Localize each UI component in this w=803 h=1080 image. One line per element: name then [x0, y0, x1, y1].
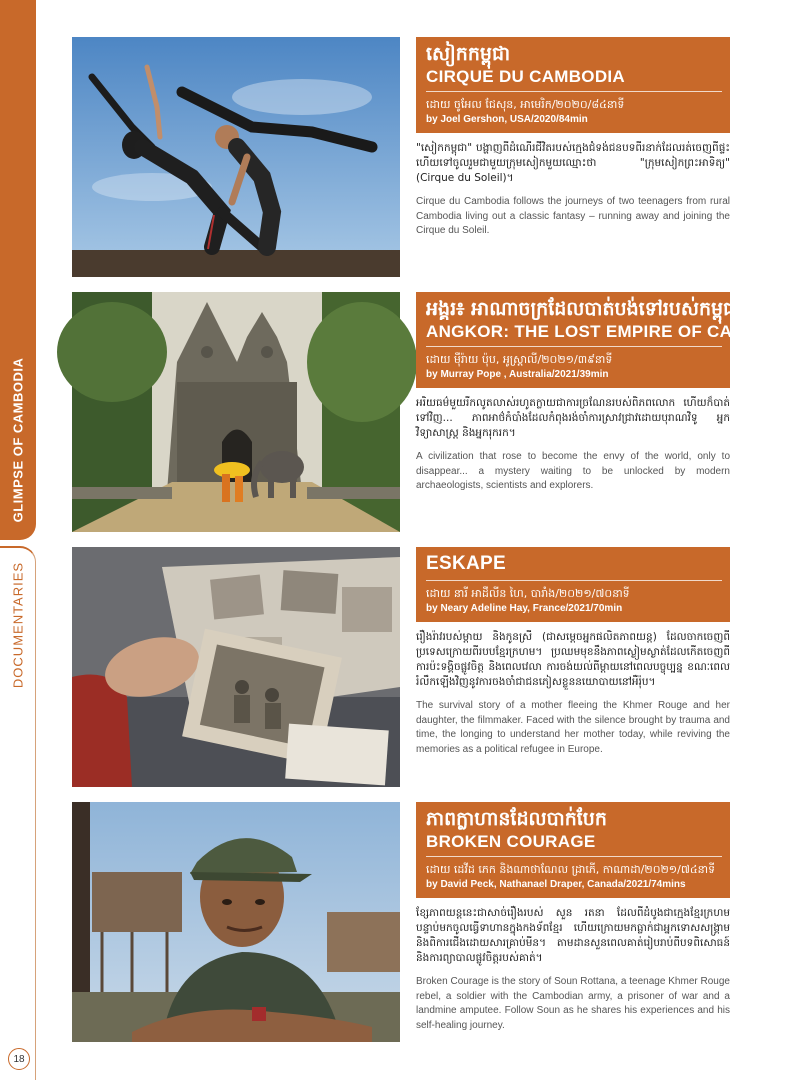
- film-title-khmer: សៀកកម្ពុជា: [426, 43, 511, 65]
- film-synopsis-english: The survival story of a mother fleeing the Khmer Rouge and her daughter, the filmmaker. Faced with the silence brought by trauma and time, the longing to understand her mother today, while reviving the memories as a political refugee in Europe.: [416, 700, 730, 755]
- film-synopsis-khmer: អរិយធម៌មួយរីកលូតលាស់រហូតក្លាយជាការច្រណែនរបស់ពិភពលោក ហើយក៏បាត់ទៅវិញ... ភាពអាថ៌កំបាំងដែលកំពុងរង់ចាំការស្រាវជ្រាវដោយបុរាណវិទូ អ្នកវិទ្យាសាស្ត្រ និងអ្នករុករក។: [416, 397, 730, 439]
- film-synopsis-khmer: "សៀកកម្ពុជា" បង្ហាញពីដំណើរជីវិតរបស់ក្មេងជំទង់ជនបទពីរនាក់ដែលរត់ចេញពីផ្ទះ ហើយទៅចូលរួមជាមួយក្រុមសៀកមួយឈ្មោះថា "ក្រុមសៀកព្រះអាទិត្យ" (Cirque du Soleil)។: [416, 142, 730, 184]
- film-title-box: [416, 802, 730, 898]
- film-title-english: ESKAPE: [426, 553, 506, 574]
- film-synopsis-english: Cirque du Cambodia follows the journeys of two teenagers from rural Cambodia living out a classic fantasy – running away and joining the Cirque du Soleil.: [416, 196, 730, 236]
- film-title-english: BROKEN COURAGE: [426, 832, 596, 851]
- film-photo-portrait: [72, 802, 400, 1042]
- film-info: [416, 292, 803, 494]
- film-title-english: CIRQUE DU CAMBODIA: [426, 67, 626, 86]
- film-info: [416, 37, 730, 239]
- film-photo-acrobats: [72, 37, 400, 277]
- category-label: DOCUMENTARIES: [10, 561, 26, 689]
- film-credit-english: by Joel Gershon, USA/2020/84min: [426, 114, 588, 125]
- title-divider: [426, 580, 722, 581]
- section-tab-label: GLIMPSE OF CAMBODIA: [10, 357, 26, 523]
- film-title-khmer: អង្គរ៖ អាណាចក្រដែលបាត់បង់ទៅរបស់កម្ពុជា: [426, 298, 742, 320]
- film-credit-english: by Murray Pope , Australia/2021/39min: [426, 369, 609, 380]
- film-entry-cirque-du-cambodia: [72, 37, 732, 277]
- page-number: 18: [8, 1048, 30, 1070]
- film-synopsis-khmer: រឿងរ៉ាវរបស់ម្ដាយ និងកូនស្រី (ជាសម្ដេចអ្នកផលិតភាពយន្ត) ដែលចាកចេញពីប្រទេសក្រោយពីរបបខ្មែរក្រហម។ ប្រឈមមុខនឹងភាពស្ងៀមស្ងាត់ដែលកើតចេញពីការប៉ះទង្គិចផ្លូវចិត្ត និងពេលវេលា ការចង់យល់ពីម្ដាយនៅពេលបច្ចុប្បន្ន ខណៈពេលរំលឹកឡើងវិញនូវការចងចាំជាជនភៀសខ្លួននយោបាយនៅអឺរ៉ុប។: [416, 631, 730, 688]
- film-entry-angkor: [72, 292, 803, 532]
- film-credit-khmer: ដោយ ម៉ឺរ៉ាយ ប៉ុប, អូស្ត្រាលី/២០២១/៣៩នាទី: [426, 353, 613, 366]
- film-info: [416, 547, 730, 757]
- film-title-box: [416, 37, 730, 133]
- film-title-khmer: ភាពក្លាហានដែលបាក់បែក: [426, 808, 607, 830]
- film-entry-eskape: [72, 547, 732, 787]
- film-credit-english: by Neary Adeline Hay, France/2021/70min: [426, 603, 623, 614]
- side-band: [0, 0, 36, 1080]
- section-tab-label-wrap: [0, 0, 36, 540]
- film-credit-khmer: ដោយ នារី អាដឺលីន ហៃ, បារាំង/២០២១/៧០នាទី: [426, 587, 630, 600]
- film-credit-khmer: ដោយ ចូអែល ជែសុន, អាមេរិក/២០២០/៨៤នាទី: [426, 98, 625, 111]
- film-credit-khmer: ដោយ ដេវីដ ភេក និងណាថាណែល ដ្រាភើ, កាណាដា/២០២១/៧៤នាទី: [426, 863, 716, 876]
- title-divider: [426, 91, 722, 92]
- film-photo-angkor-gate: [72, 292, 400, 532]
- film-title-box: [416, 547, 730, 622]
- film-title-english: ANGKOR: THE LOST EMPIRE OF CAMBODIA: [426, 322, 803, 341]
- film-synopsis-khmer: ខ្សែភាពយន្តនេះជាសាច់រឿងរបស់ សួន រតនា ដែលពីដំបូងជាក្មេងខ្មែរក្រហម បន្ទាប់មកចូលធ្វើទាហានក្នុងកងទ័ពខ្មែរ ហើយក្រោយមកធ្លាក់ជាអ្នកទោសសង្គ្រាម និងពិការជើងដោយសារគ្រាប់មីន។ តាមដានសួនពេលគាត់រៀបរាប់ពីបទពិសោធន៍ និងការព្យាបាលផ្លូវចិត្តរបស់គាត់។: [416, 907, 730, 964]
- title-divider: [426, 856, 722, 857]
- film-title-box: [416, 292, 803, 388]
- film-synopsis-english: Broken Courage is the story of Soun Rottana, a teenage Khmer Rouge rebel, a soldier with the Cambodian army, a prisoner of war and a landmine amputee. Follow Soun as he shares his experiences and his self-healing journey.: [416, 976, 730, 1031]
- film-info: [416, 802, 730, 1033]
- film-synopsis-english: A civilization that rose to become the envy of the world, only to disappear... a mystery waiting to be unlocked by modern archaeologists, scientists and explorers.: [416, 451, 730, 491]
- film-photo-old-photograph: [72, 547, 400, 787]
- title-divider: [426, 346, 722, 347]
- film-credit-english: by David Peck, Nathanael Draper, Canada/2021/74mins: [426, 879, 686, 890]
- film-entry-broken-courage: [72, 802, 732, 1042]
